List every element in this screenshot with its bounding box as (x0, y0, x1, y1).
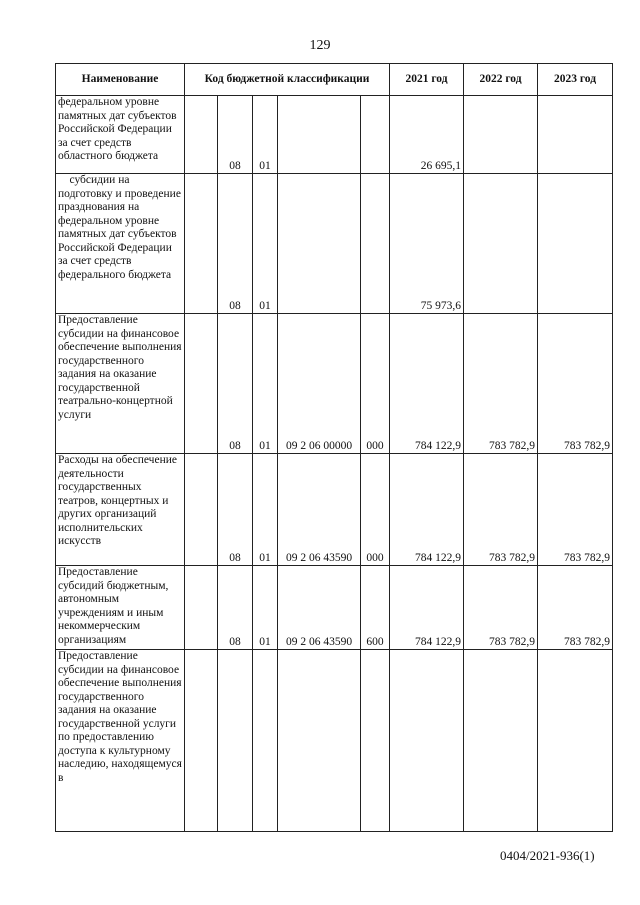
code-subsection: 01 (253, 174, 278, 314)
table-row (56, 314, 613, 454)
amount-2023 (538, 650, 613, 832)
code-section (218, 650, 253, 832)
amount-2021: 784 122,9 (390, 454, 464, 566)
table-row (56, 96, 613, 174)
amount-2021: 75 973,6 (390, 174, 464, 314)
row-name: Предоставление субсидии на финансовое обеспечение выполнения государственного задания на оказание государственной услуги по предоставлению доступа к культурному наследию, находящемуся в (56, 650, 185, 832)
amount-2022 (464, 96, 538, 174)
row-name: Предоставление субсидии на финансовое обеспечение выполнения государственного задания на оказание государственной театрально-концертной услуги (56, 314, 185, 454)
code-target (278, 650, 361, 832)
header-2022: 2022 год (464, 64, 538, 96)
header-name: Наименование (56, 64, 185, 96)
amount-2023: 783 782,9 (538, 314, 613, 454)
code-col-1 (185, 454, 218, 566)
code-col-1 (185, 566, 218, 650)
document-code: 0404/2021-936(1) (500, 848, 595, 863)
amount-2022: 783 782,9 (464, 454, 538, 566)
header-2021: 2021 год (390, 64, 464, 96)
amount-2023 (538, 174, 613, 314)
code-section: 08 (218, 314, 253, 454)
amount-2022 (464, 174, 538, 314)
table-row (56, 650, 613, 832)
table-row (56, 566, 613, 650)
amount-2023: 783 782,9 (538, 454, 613, 566)
table-row (56, 174, 613, 314)
code-col-1 (185, 650, 218, 832)
code-subsection (253, 650, 278, 832)
code-section: 08 (218, 96, 253, 174)
code-subsection: 01 (253, 314, 278, 454)
row-name: федеральном уровне памятных дат субъектов Российской Федерации за счет средств областного бюджета (56, 96, 185, 174)
page-number: 129 (309, 38, 331, 53)
code-expense-type (361, 650, 390, 832)
code-subsection: 01 (253, 96, 278, 174)
row-name: Расходы на обеспечение деятельности государственных театров, концертных и других организаций исполнительских искусств (56, 454, 185, 566)
code-target (278, 96, 361, 174)
header-row (56, 64, 613, 96)
code-expense-type (361, 174, 390, 314)
code-target: 09 2 06 43590 (278, 454, 361, 566)
code-expense-type (361, 96, 390, 174)
code-col-1 (185, 174, 218, 314)
budget-table (55, 63, 613, 832)
amount-2022: 783 782,9 (464, 566, 538, 650)
row-name: Предоставление субсидий бюджетным, автономным учреждениям и иным некоммерческим организациям (56, 566, 185, 650)
code-expense-type: 000 (361, 454, 390, 566)
amount-2021: 784 122,9 (390, 566, 464, 650)
code-section: 08 (218, 174, 253, 314)
code-subsection: 01 (253, 454, 278, 566)
header-2023: 2023 год (538, 64, 613, 96)
header-code: Код бюджетной классификации (185, 64, 390, 96)
table-row (56, 454, 613, 566)
code-subsection: 01 (253, 566, 278, 650)
amount-2021: 26 695,1 (390, 96, 464, 174)
code-col-1 (185, 96, 218, 174)
amount-2023 (538, 96, 613, 174)
code-col-1 (185, 314, 218, 454)
row-name: субсидии на подготовку и проведение празднования на федеральном уровне памятных дат субъектов Российской Федерации за счет средств федерального бюджета (56, 174, 185, 314)
code-section: 08 (218, 566, 253, 650)
code-section: 08 (218, 454, 253, 566)
amount-2021: 784 122,9 (390, 314, 464, 454)
code-target (278, 174, 361, 314)
amount-2023: 783 782,9 (538, 566, 613, 650)
amount-2022 (464, 650, 538, 832)
amount-2021 (390, 650, 464, 832)
code-target: 09 2 06 00000 (278, 314, 361, 454)
code-target: 09 2 06 43590 (278, 566, 361, 650)
amount-2022: 783 782,9 (464, 314, 538, 454)
code-expense-type: 000 (361, 314, 390, 454)
code-expense-type: 600 (361, 566, 390, 650)
